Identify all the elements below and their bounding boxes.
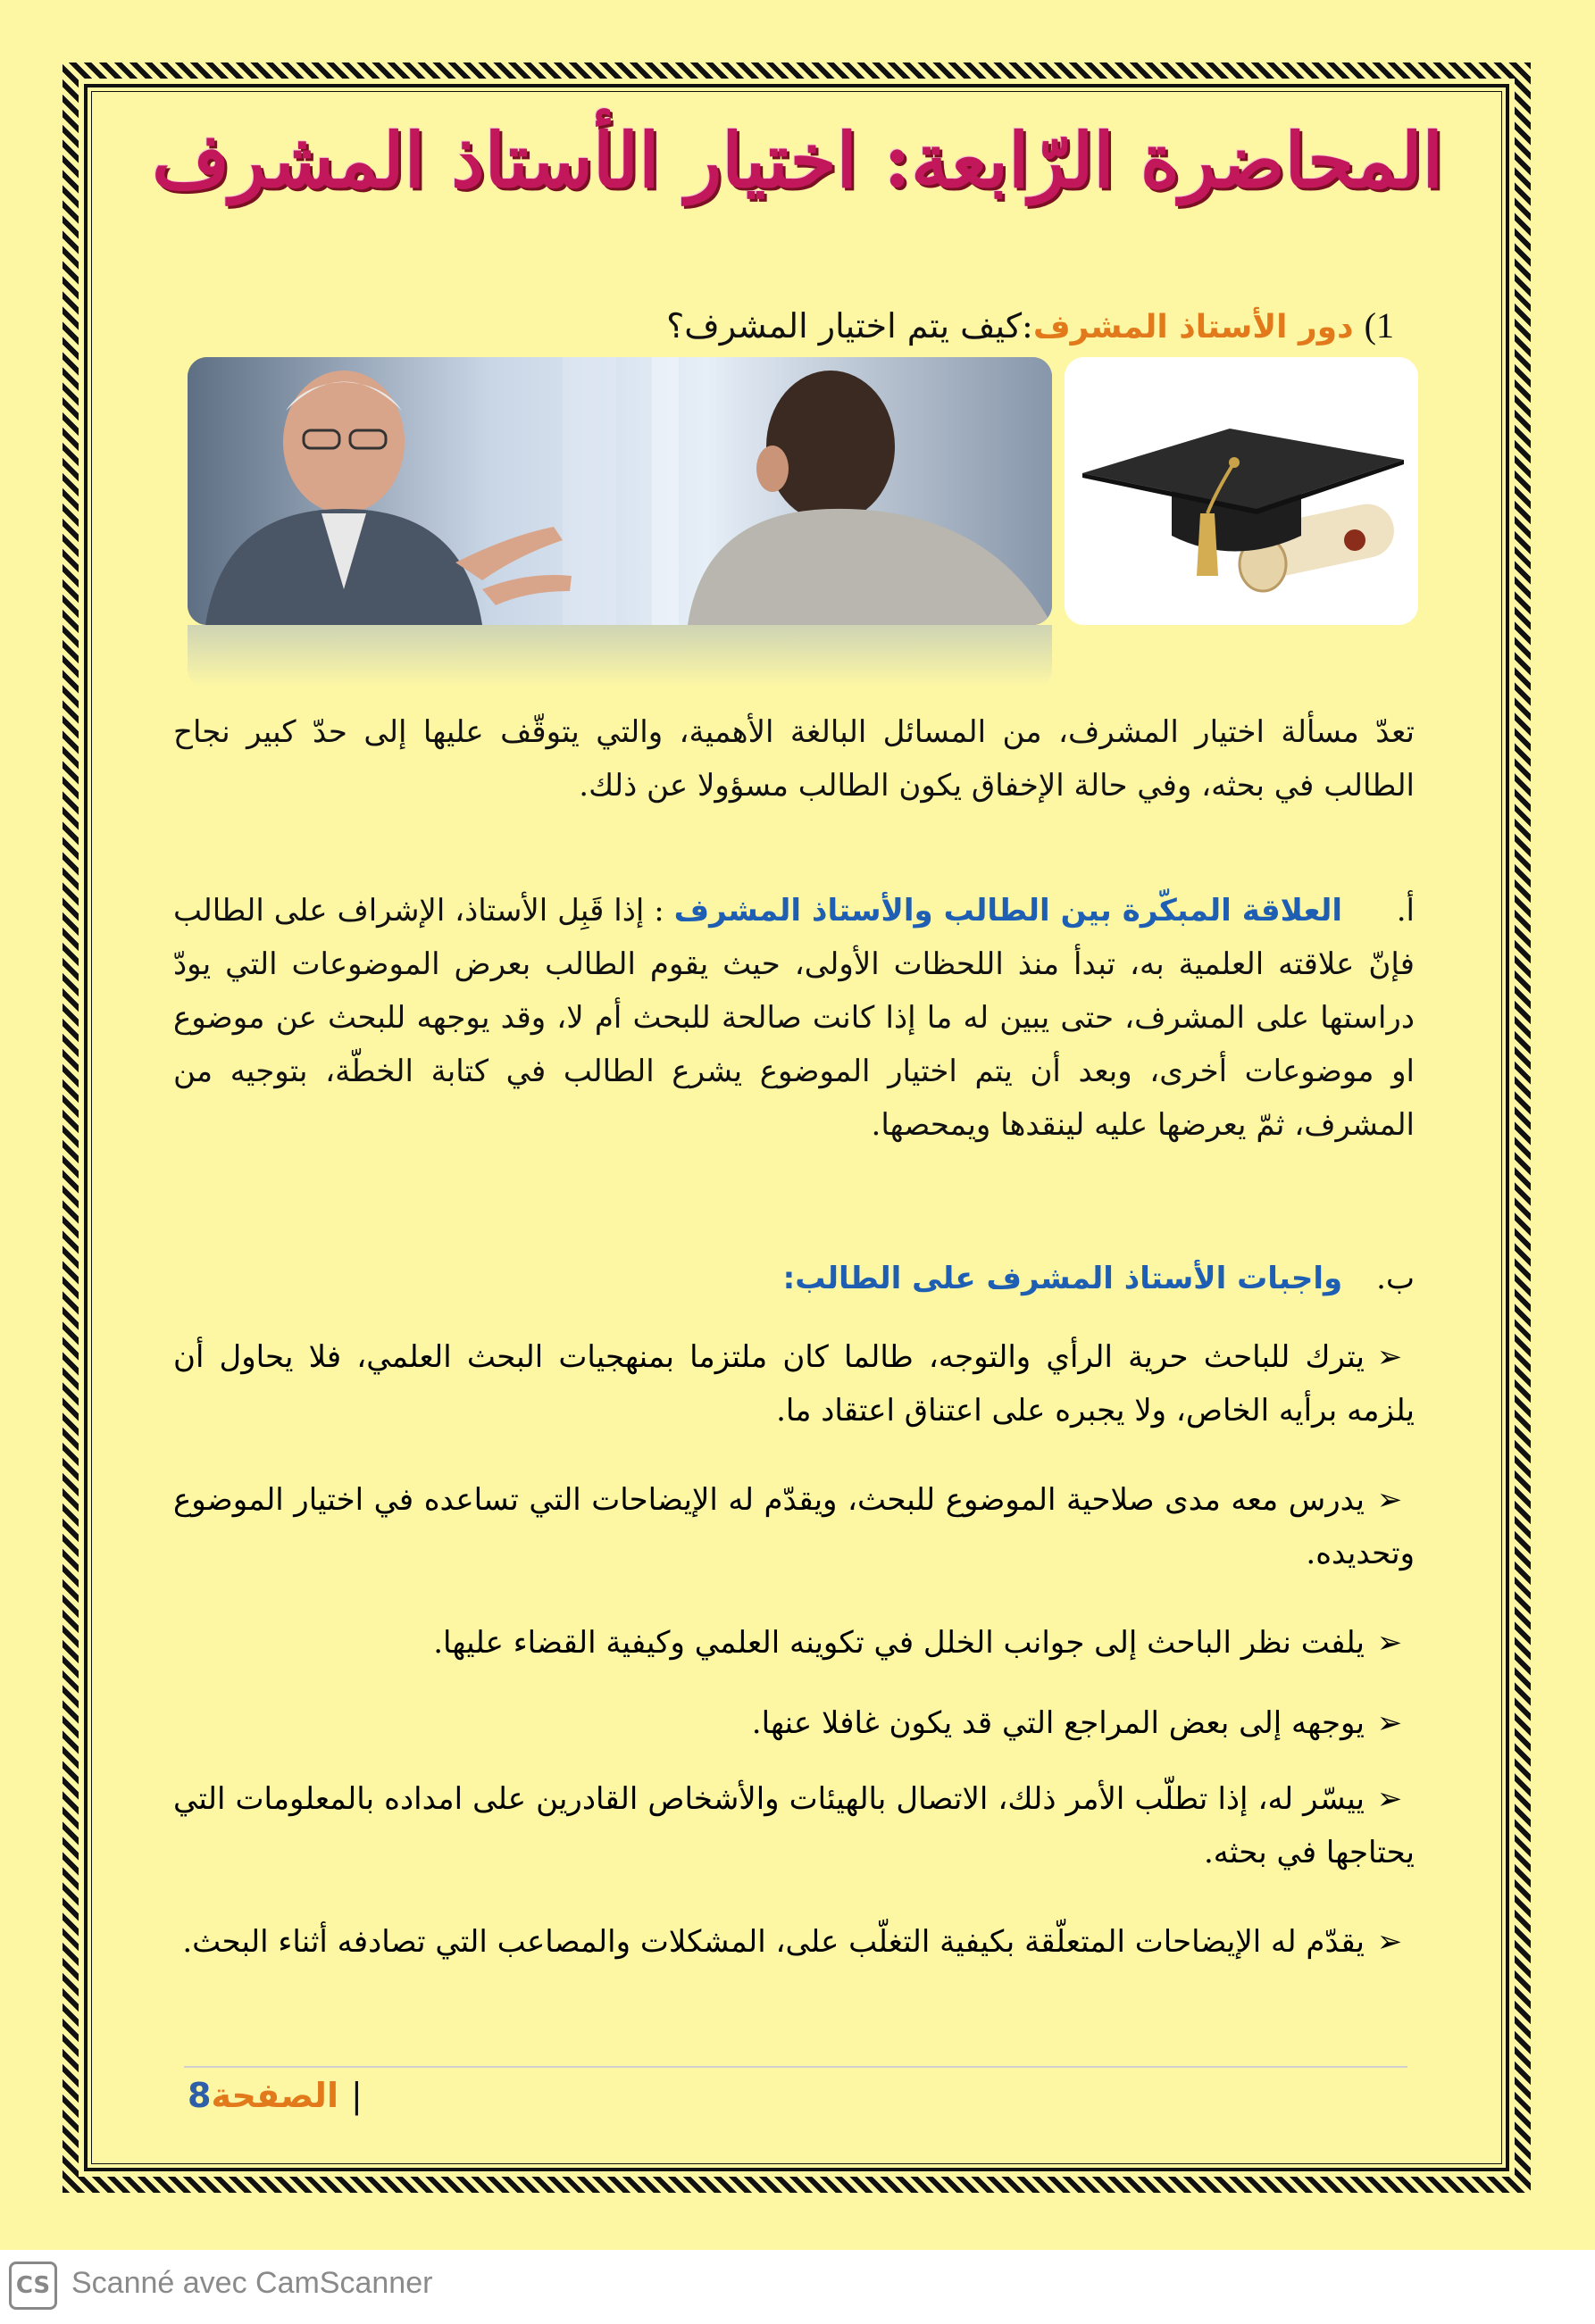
bullet-text: يوجهه إلى بعض المراجع التي قد يكون غافلا عنها. xyxy=(751,1705,1365,1741)
footer-separator: | xyxy=(350,2076,363,2115)
footer-label: الصفحة xyxy=(211,2076,338,2115)
intro-paragraph: تعدّ مسألة اختيار المشرف، من المسائل البالغة الأهمية، والتي يتوقّف عليها إلى حدّ كبير نجاح الطالب في بحثه، وفي حالة الإخفاق يكون الطالب مسؤولا عن ذلك. xyxy=(173,714,1415,804)
item-b-heading: واجبات الأستاذ المشرف على الطالب: xyxy=(782,1261,1343,1296)
page-number: 8 xyxy=(188,2076,212,2115)
item-a-text: : إذا قَبِل الأستاذ، الإشراف على الطالب فإنّ علاقته العلمية به، تبدأ منذ اللحظات الأولى، حيث يقوم الطالب بعرض الموضوعات التي يودّ دراستها على المشرف، حتى يبين له ما إذا كانت صالحة للبحث أم لا، وقد يوجهه للبحث عن موضوع او موضوعات أخرى، وبعد أن يتم اختيار الموضوع يشرع الطالب في كتابة الخطّة، بتوجيه من المشرف، ثمّ يعرضها عليه لينقدها ويمحصها. xyxy=(173,893,1415,1143)
arrow-bullet-icon: ➢ xyxy=(1376,1625,1403,1661)
bullet-text: يدرس معه مدى صلاحية الموضوع للبحث، ويقدّم له الإيضاحات التي تساعده في اختيار الموضوع وتحديده. xyxy=(173,1482,1415,1571)
section-number: 1) xyxy=(1364,305,1394,346)
section-question: :كيف يتم اختيار المشرف؟ xyxy=(666,306,1033,346)
list-item xyxy=(173,1330,1415,1437)
graduation-cap-photo xyxy=(1065,357,1418,625)
item-b-marker: ب. xyxy=(1376,1261,1415,1296)
section-1-heading xyxy=(666,299,1394,354)
arrow-bullet-icon: ➢ xyxy=(1376,1924,1403,1960)
bullet-text: يقدّم له الإيضاحات المتعلّقة بكيفية التغلّب على، المشكلات والمصاعب التي تصادفه أثناء البحث. xyxy=(182,1924,1365,1960)
list-item xyxy=(173,1696,1415,1750)
list-item xyxy=(173,1915,1415,1969)
bullet-text: ييسّر له، إذا تطلّب الأمر ذلك، الاتصال بالهيئات والأشخاص القادرين على امداده بالمعلومات التي يحتاجها في بحثه. xyxy=(173,1781,1415,1870)
footer-divider xyxy=(184,2066,1407,2068)
meeting-illustration xyxy=(188,357,1052,625)
item-b xyxy=(783,1252,1415,1305)
scanner-text: Scanné avec CamScanner xyxy=(71,2266,433,2300)
graduation-cap-illustration xyxy=(1065,357,1418,625)
lecture-title: المحاضرة الرّابعة: اختيار الأستاذ المشرف xyxy=(152,116,1443,204)
scanner-watermark xyxy=(0,2250,1595,2324)
arrow-bullet-icon: ➢ xyxy=(1376,1339,1403,1375)
list-item xyxy=(173,1473,1415,1580)
bullet-text: يلفت نظر الباحث إلى جوانب الخلل في تكوينه العلمي وكيفية القضاء عليها. xyxy=(433,1625,1365,1661)
item-a-heading: العلاقة المبكّرة بين الطالب والأستاذ المشرف xyxy=(673,893,1343,929)
item-a-marker: أ. xyxy=(1396,893,1415,929)
camscanner-logo-icon: CS xyxy=(9,2262,57,2310)
arrow-bullet-icon: ➢ xyxy=(1376,1705,1403,1741)
list-item xyxy=(173,1772,1415,1879)
bullet-text: يترك للباحث حرية الرأي والتوجه، طالما كان ملتزما بمنهجيات البحث العلمي، فلا يحاول أن يلزمه برأيه الخاص، ولا يجبره على اعتناق اعتقاد ما. xyxy=(173,1339,1415,1429)
page-footer xyxy=(188,2076,363,2115)
item-a xyxy=(173,884,1415,1152)
meeting-photo-reflection xyxy=(188,625,1052,687)
arrow-bullet-icon: ➢ xyxy=(1376,1781,1403,1817)
section-title: دور الأستاذ المشرف xyxy=(1032,309,1354,346)
list-item xyxy=(173,1616,1415,1670)
arrow-bullet-icon: ➢ xyxy=(1376,1482,1403,1518)
meeting-photo xyxy=(188,357,1052,625)
